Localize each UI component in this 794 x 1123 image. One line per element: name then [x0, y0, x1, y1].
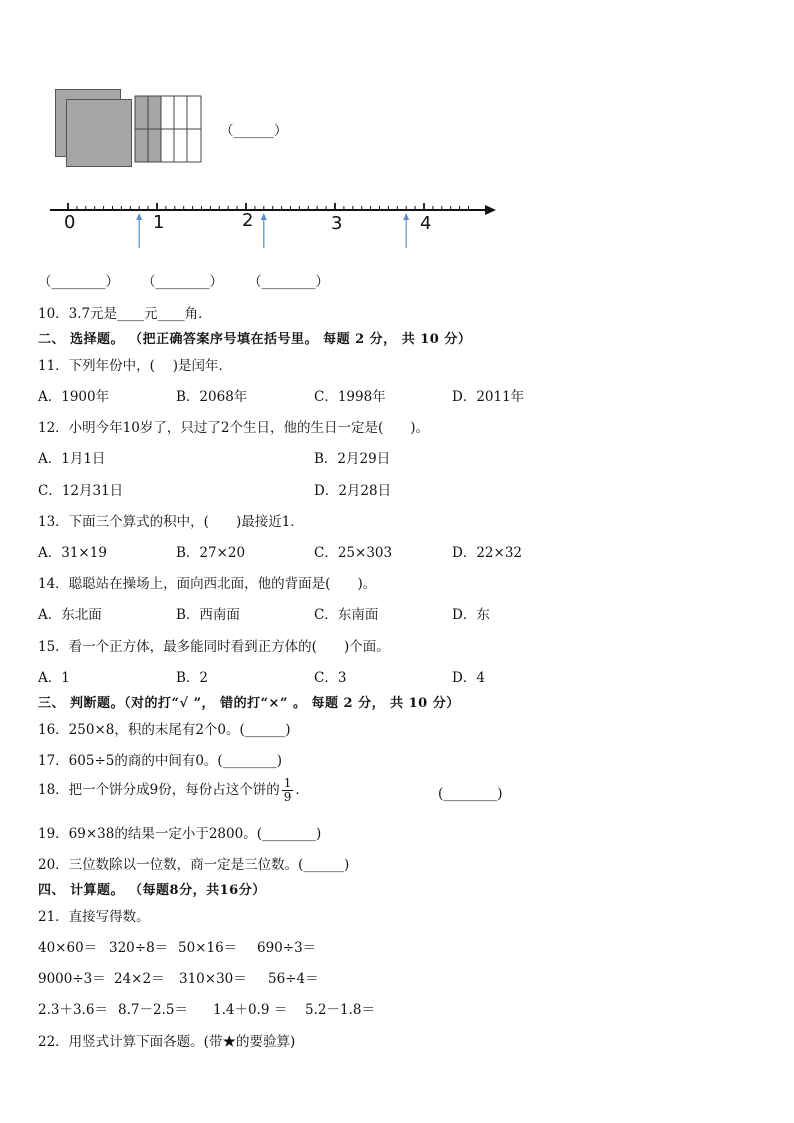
- figure-answer-blank[interactable]: （______）: [220, 123, 288, 139]
- question-18-blank[interactable]: (________): [438, 786, 503, 802]
- q15-option-b[interactable]: B．2: [176, 670, 209, 686]
- q14-option-d[interactable]: D．东: [452, 607, 490, 623]
- number-line-pointer-head-2: [261, 213, 267, 220]
- question-10: 10．3.7元是____元____角．: [38, 306, 212, 322]
- question-21: 21．直接写得数。: [38, 909, 150, 925]
- q12-option-d[interactable]: D．2月28日: [314, 483, 392, 499]
- question-17: 17．605÷5的商的中间有0。(________): [38, 753, 282, 769]
- section-4-title: 四、 计算题。 （每题8分，共16分）: [38, 883, 266, 898]
- calc-r2-c1: 9000÷3＝: [38, 971, 106, 987]
- calc-r3-c1: 2.3＋3.6＝: [38, 1002, 108, 1018]
- number-line-label-2: 2: [242, 210, 254, 231]
- q11-option-a[interactable]: A．1900年: [38, 389, 110, 405]
- q11-option-c[interactable]: C．1998年: [314, 389, 386, 405]
- q14-option-c[interactable]: C．东南面: [314, 607, 379, 623]
- q12-option-c[interactable]: C．12月31日: [38, 483, 124, 499]
- number-line-arrowhead: [485, 205, 496, 215]
- calc-r2-c2: 24×2＝: [114, 971, 165, 987]
- calc-r3-c2: 8.7－2.5＝: [118, 1002, 188, 1018]
- hundred-square-front: [66, 99, 132, 167]
- q13-option-c[interactable]: C．25×303: [314, 545, 393, 561]
- calc-r3-c3: 1.4＋0.9 ＝: [213, 1002, 288, 1018]
- calc-r2-c3: 310×30＝: [179, 971, 247, 987]
- q12-option-a[interactable]: A．1月1日: [38, 451, 106, 467]
- q15-option-c[interactable]: C．3: [314, 670, 347, 686]
- q11-option-d[interactable]: D．2011年: [452, 389, 525, 405]
- question-16: 16．250×8，积的末尾有2个0。(______): [38, 722, 291, 738]
- calc-r1-c3: 50×16＝: [178, 940, 238, 956]
- q15-option-a[interactable]: A．1: [38, 670, 70, 686]
- number-line-blank-2[interactable]: （________）: [142, 274, 223, 290]
- question-15: 15．看一个正方体，最多能同时看到正方体的( )个面。: [38, 639, 390, 655]
- question-18-text: 18．把一个饼分成9份，每份占这个饼的: [38, 782, 280, 798]
- question-20: 20．三位数除以一位数，商一定是三位数。(______): [38, 857, 350, 873]
- calc-r1-c1: 40×60＝: [38, 940, 98, 956]
- question-11: 11．下列年份中，( )是闰年．: [38, 358, 233, 374]
- q15-option-d[interactable]: D．4: [452, 670, 485, 686]
- number-line-label-3: 3: [331, 213, 343, 234]
- calc-r3-c4: 5.2－1.8＝: [305, 1002, 375, 1018]
- calc-r1-c4: 690÷3＝: [257, 940, 317, 956]
- fraction-one-ninth: [282, 777, 294, 804]
- number-line-blank-3[interactable]: （________）: [248, 274, 329, 290]
- q14-option-a[interactable]: A．东北面: [38, 607, 102, 623]
- q12-option-b[interactable]: B．2月29日: [314, 451, 391, 467]
- question-14: 14．聪聪站在操场上，面向西北面，他的背面是( )。: [38, 576, 377, 592]
- number-line-label-4: 4: [420, 213, 432, 234]
- section-3-title: 三、 判断题。（对的打“√ ”， 错的打“×” 。 每题 2 分， 共 10 分）: [38, 696, 460, 711]
- calc-r2-c4: 56÷4＝: [268, 971, 319, 987]
- fraction-denominator: 9: [283, 790, 292, 804]
- question-22: 22．用竖式计算下面各题。(带★的要验算): [38, 1034, 296, 1050]
- number-line-blank-1[interactable]: （________）: [38, 274, 119, 290]
- q13-option-d[interactable]: D．22×32: [452, 545, 522, 561]
- q13-option-a[interactable]: A．31×19: [38, 545, 107, 561]
- q11-option-b[interactable]: B．2068年: [176, 389, 248, 405]
- question-19: 19．69×38的结果一定小于2800。(________): [38, 826, 322, 842]
- number-line-label-1: 1: [153, 212, 165, 233]
- fraction-numerator: 1: [283, 776, 292, 790]
- q13-option-b[interactable]: B．27×20: [176, 545, 246, 561]
- number-line: [44, 196, 504, 256]
- number-line-label-0: 0: [64, 212, 76, 233]
- decimal-grid: [134, 95, 202, 163]
- number-line-pointer-head-1: [136, 213, 142, 220]
- number-line-pointer-head-3: [403, 213, 409, 220]
- question-18: [38, 777, 309, 804]
- question-13: 13．下面三个算式的积中，( )最接近1．: [38, 514, 304, 530]
- question-18-period: ．: [295, 782, 309, 798]
- calc-r1-c2: 320÷8＝: [109, 940, 169, 956]
- question-12: 12．小明今年10岁了，只过了2个生日，他的生日一定是( )。: [38, 420, 429, 436]
- q14-option-b[interactable]: B．西南面: [176, 607, 240, 623]
- section-2-title: 二、 选择题。 （把正确答案序号填在括号里。 每题 2 分， 共 10 分）: [38, 332, 472, 347]
